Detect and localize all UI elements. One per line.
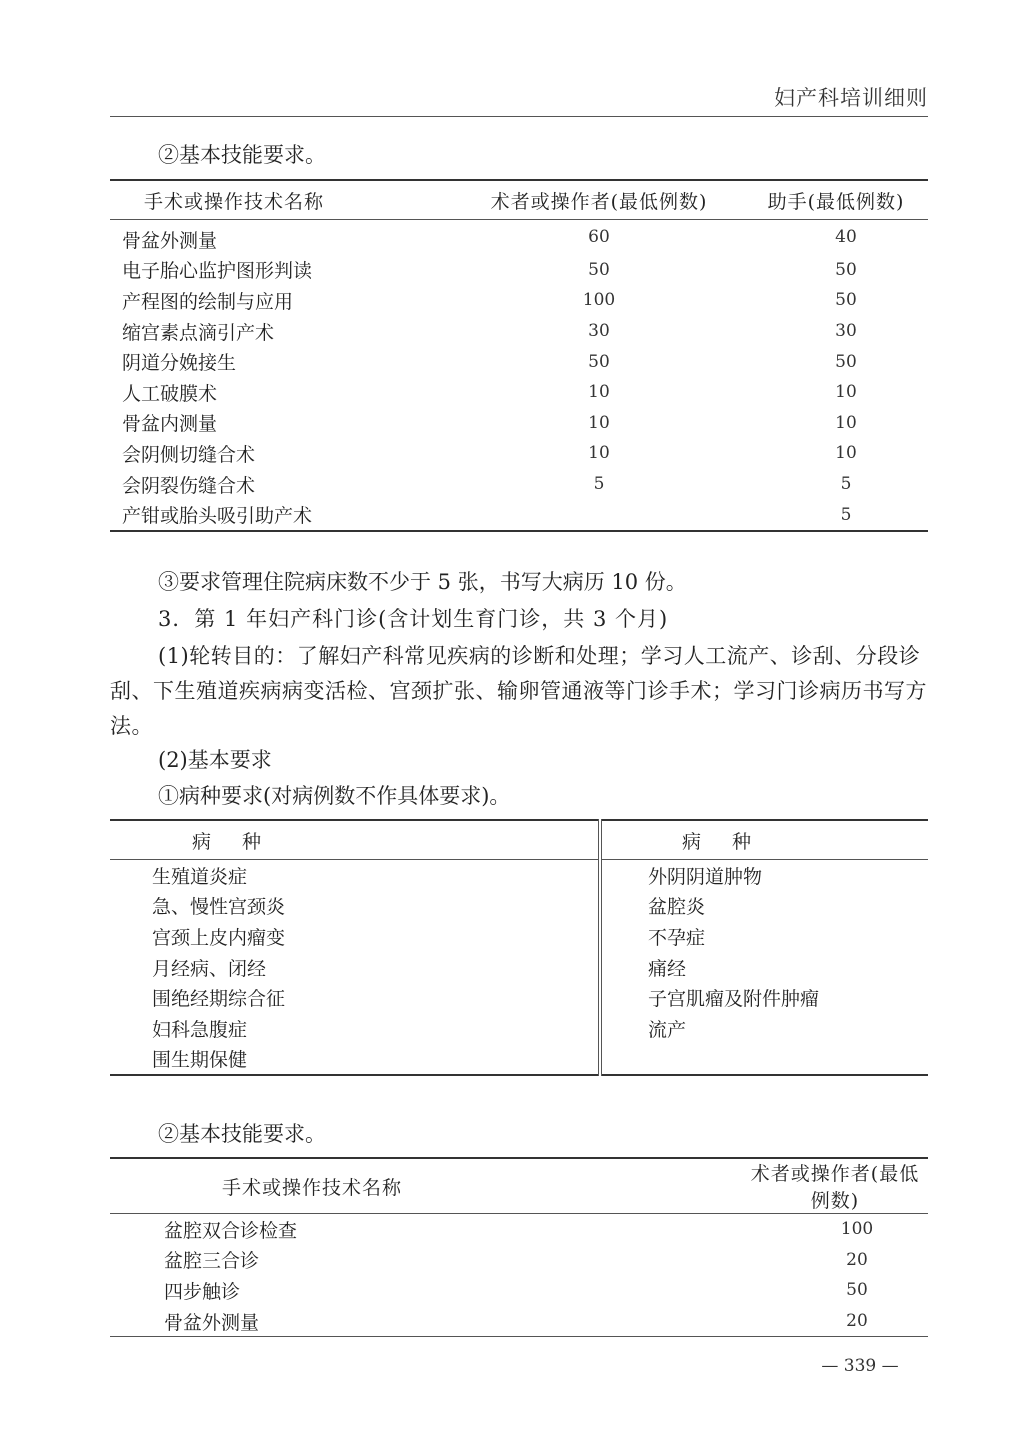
operator-count: 10 [588, 412, 610, 433]
assistant-count: 40 [835, 227, 857, 248]
procedure-name: 盆腔双合诊检查 [164, 1219, 298, 1242]
disease-right: 流产 [648, 1018, 687, 1041]
table-row [110, 408, 928, 439]
table-row [110, 1306, 928, 1337]
table-row [110, 255, 928, 286]
operator-count: 60 [588, 227, 610, 248]
table-row [110, 1245, 928, 1276]
table-row [110, 438, 928, 469]
assistant-count: 10 [835, 412, 857, 433]
operator-count: 20 [846, 1311, 868, 1332]
assistant-count: 50 [835, 259, 857, 280]
operator-count: 100 [582, 290, 616, 311]
skills-heading-2: ②基本技能要求。 [158, 1122, 326, 1146]
col-header-disease-right: 病 种 [682, 830, 758, 853]
skills-table-2-body [110, 1214, 928, 1337]
table-row [110, 377, 928, 408]
header-rule [110, 116, 928, 117]
table-row [110, 982, 928, 1013]
assistant-count: 5 [840, 504, 852, 525]
col-header-procedure: 手术或操作技术名称 [144, 190, 325, 213]
procedure-name: 盆腔三合诊 [164, 1250, 260, 1273]
disease-left: 围生期保健 [110, 1044, 600, 1076]
operator-count: 10 [588, 443, 610, 464]
paragraph-section-heading: 3．第 1 年妇产科门诊(含计划生育门诊，共 3 个月) [158, 607, 669, 631]
procedure-name: 骨盆内测量 [122, 413, 218, 436]
disease-left: 围绝经期综合征 [110, 982, 600, 1013]
procedure-name: 骨盆外测量 [122, 229, 218, 252]
procedure-name: 产钳或胎头吸引助产术 [122, 505, 313, 528]
disease-left: 生殖道炎症 [110, 860, 600, 891]
running-header: 妇产科培训细则 [774, 86, 928, 110]
procedure-name: 四步触诊 [164, 1280, 241, 1303]
operator-count [454, 499, 744, 531]
table-row [110, 220, 928, 255]
procedure-name: 会阴裂伤缝合术 [122, 474, 256, 497]
assistant-count: 10 [835, 382, 857, 403]
disease-right: 盆腔炎 [648, 896, 706, 919]
table-row [110, 921, 928, 952]
table-header-row [110, 1158, 928, 1214]
disease-right [600, 1044, 928, 1076]
table-row [110, 1013, 928, 1044]
table-row [110, 860, 928, 891]
skills-table-1 [110, 179, 928, 532]
operator-count: 30 [588, 321, 610, 342]
table-row [110, 1275, 928, 1306]
disease-right: 痛经 [648, 957, 687, 980]
assistant-count: 30 [835, 321, 857, 342]
operator-count: 5 [593, 474, 605, 495]
table-row [110, 1214, 928, 1245]
table-row [110, 499, 928, 531]
table-row [110, 316, 928, 347]
disease-left: 妇科急腹症 [110, 1013, 600, 1044]
col-header-operator: 术者或操作者(最低例数) [490, 190, 708, 213]
operator-count: 10 [588, 382, 610, 403]
paragraph-rotation-purpose: (1)轮转目的：了解妇产科常见疾病的诊断和处理；学习人工流产、诊刮、分段诊刮、下生殖道疾病病变活检、宫颈扩张、输卵管通液等门诊手术；学习门诊病历书写方法。 [110, 644, 927, 738]
assistant-count: 50 [835, 290, 857, 311]
disease-table-body [110, 860, 928, 1076]
procedure-name: 骨盆外测量 [164, 1311, 260, 1334]
procedure-name: 产程图的绘制与应用 [122, 290, 294, 313]
skills-table-2 [110, 1157, 928, 1337]
disease-table [110, 819, 928, 1076]
table-row [110, 285, 928, 316]
procedure-name: 缩宫素点滴引产术 [122, 321, 275, 344]
assistant-count: 50 [835, 351, 857, 372]
disease-right: 不孕症 [648, 926, 706, 949]
table-row [110, 346, 928, 377]
skills-table-1-body [110, 220, 928, 531]
table-header-row [110, 820, 928, 860]
col-header-procedure: 手术或操作技术名称 [222, 1176, 403, 1199]
procedure-name: 电子胎心监护图形判读 [122, 260, 313, 283]
disease-right: 子宫肌瘤及附件肿瘤 [648, 988, 820, 1011]
table-row [110, 469, 928, 500]
procedure-name: 人工破膜术 [122, 382, 218, 405]
col-header-assistant: 助手(最低例数) [767, 190, 905, 213]
paragraph-ward-requirement: ③要求管理住院病床数不少于 5 张，书写大病历 10 份。 [158, 570, 687, 594]
procedure-name: 阴道分娩接生 [122, 352, 237, 375]
table-row [110, 952, 928, 983]
assistant-count: 5 [840, 474, 852, 495]
table-row [110, 1044, 928, 1076]
operator-count: 50 [588, 259, 610, 280]
operator-count: 20 [846, 1249, 868, 1270]
page-number: — 339 — [821, 1356, 899, 1376]
paragraph-basic-requirements: (2)基本要求 [158, 748, 272, 772]
disease-right: 外阴阴道肿物 [648, 865, 763, 888]
assistant-count: 10 [835, 443, 857, 464]
col-header-operator: 术者或操作者(最低例数) [750, 1163, 920, 1212]
operator-count: 50 [588, 351, 610, 372]
table-header-row [110, 180, 928, 220]
procedure-name: 会阴侧切缝合术 [122, 443, 256, 466]
operator-count: 100 [840, 1219, 874, 1240]
table-row [110, 891, 928, 922]
skills-heading-1: ②基本技能要求。 [158, 143, 326, 167]
disease-left: 急、慢性宫颈炎 [110, 891, 600, 922]
paragraph-disease-requirements: ①病种要求(对病例数不作具体要求)。 [158, 784, 511, 808]
col-header-disease-left: 病 种 [110, 820, 600, 860]
operator-count: 50 [846, 1280, 868, 1301]
disease-left: 宫颈上皮内瘤变 [110, 921, 600, 952]
disease-left: 月经病、闭经 [110, 952, 600, 983]
